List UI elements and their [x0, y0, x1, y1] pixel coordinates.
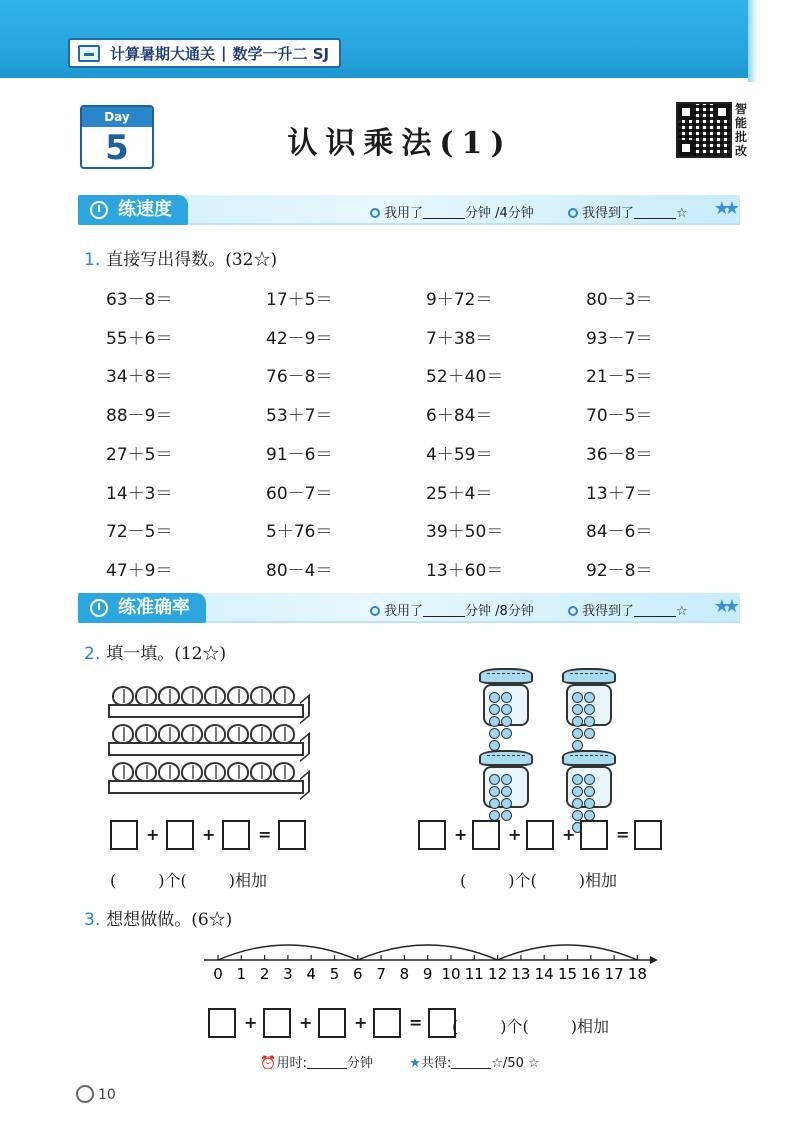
- arithmetic-item: 55＋6＝: [106, 328, 173, 349]
- time-blank[interactable]: [423, 207, 465, 219]
- question-number: 1.: [84, 250, 101, 270]
- tick-label: 1: [236, 965, 247, 983]
- shelf: [108, 704, 304, 718]
- stars-decoration-icon: ★★: [713, 596, 734, 617]
- shelf: [108, 742, 304, 756]
- jar-icon: [558, 750, 620, 808]
- answer-box[interactable]: [634, 820, 662, 850]
- plus-sign: +: [354, 1013, 368, 1032]
- ball-icon: [489, 774, 500, 785]
- page-number: [76, 1085, 116, 1103]
- clock-icon: ⏰: [260, 1056, 277, 1071]
- series-label: [68, 38, 341, 68]
- jar-lid: [562, 668, 616, 684]
- jar-body: [483, 766, 529, 808]
- peach-icon: [112, 686, 134, 706]
- section-tag-accuracy: [78, 593, 206, 623]
- answer-box[interactable]: [318, 1008, 346, 1038]
- question-1-heading: [84, 245, 277, 270]
- qr-finder-icon: [714, 104, 730, 120]
- sentence-end: )相加: [570, 1017, 609, 1036]
- arrow-icon: [650, 956, 658, 964]
- peach-icon: [135, 762, 157, 782]
- answer-box[interactable]: [526, 820, 554, 850]
- sentence-end: )相加: [228, 871, 267, 890]
- time-used-label: 我用了: [384, 206, 424, 221]
- paren-open: (: [460, 871, 467, 890]
- peach-icon: [273, 724, 295, 744]
- page-number-value: 10: [98, 1087, 116, 1103]
- section-title: 练速度: [118, 199, 172, 220]
- tick-label: 17: [604, 965, 624, 983]
- tick-label: 7: [376, 965, 386, 983]
- ball-icon: [489, 786, 500, 797]
- check-icon: [568, 208, 578, 218]
- timer-icon: [370, 208, 380, 218]
- answer-box[interactable]: [110, 820, 138, 850]
- time-used-info: [370, 600, 534, 619]
- day-label: Day: [82, 107, 152, 127]
- day-number: 5: [105, 128, 129, 168]
- arithmetic-item: 52＋40＝: [426, 367, 504, 388]
- sentence-end: )相加: [578, 871, 617, 890]
- jar-icon: [475, 668, 537, 726]
- peach-icon: [204, 762, 226, 782]
- jar-icon: [558, 668, 620, 726]
- score-blank[interactable]: [634, 207, 676, 219]
- tick-label: 4: [306, 965, 316, 983]
- total-label: 共得:: [420, 1056, 452, 1071]
- question-number: 3.: [84, 910, 101, 930]
- series-separator: |: [221, 44, 227, 62]
- peach-icon: [250, 762, 272, 782]
- paren-open: (: [452, 1017, 459, 1036]
- ball-icon: [489, 704, 500, 715]
- question-2-heading: [84, 639, 226, 664]
- peach-icon: [181, 686, 203, 706]
- number-line: [200, 935, 660, 990]
- jar-lid: [562, 750, 616, 766]
- section-tag-speed: [78, 195, 188, 225]
- star-icon: ☆: [676, 604, 688, 619]
- peach-icon: [158, 686, 180, 706]
- score-info: [568, 202, 688, 221]
- peach-icon: [181, 762, 203, 782]
- ball-icon: [489, 728, 500, 739]
- arithmetic-item: 6＋84＝: [426, 406, 493, 427]
- question-3-heading: [84, 905, 232, 930]
- arithmetic-item: 70－5＝: [586, 406, 653, 427]
- peach-icon: [158, 762, 180, 782]
- jar-lid: [479, 750, 533, 766]
- arithmetic-item: 36－8＝: [586, 444, 653, 465]
- ball-icon: [584, 798, 595, 809]
- section-title: 练准确率: [118, 597, 190, 618]
- tick-label: 13: [511, 965, 531, 983]
- arithmetic-item: 53＋7＝: [266, 406, 333, 427]
- ball-icon: [584, 786, 595, 797]
- tick-label: 10: [441, 965, 461, 983]
- ball-icon: [572, 692, 583, 703]
- jar-lid: [479, 668, 533, 684]
- peach-icon: [158, 724, 180, 744]
- peach-icon: [135, 724, 157, 744]
- tick-label: 15: [557, 965, 578, 983]
- arithmetic-item: 25＋4＝: [426, 483, 493, 504]
- star-icon: ★: [409, 1056, 421, 1071]
- plus-sign: +: [299, 1013, 313, 1032]
- plus-sign: +: [508, 825, 522, 844]
- footer-summary: [0, 1052, 800, 1071]
- sentence-mid: )个(: [508, 871, 537, 890]
- time-unit: 分钟 /8分钟: [465, 604, 534, 619]
- series-subject: 数学一升二 SJ: [232, 44, 330, 63]
- peach-icon: [227, 724, 249, 744]
- page-margin: [760, 0, 800, 1132]
- qr-finder-icon: [678, 140, 694, 156]
- peach-icon: [250, 724, 272, 744]
- question-text: 直接写出得数。(32☆): [106, 250, 278, 270]
- time-used-label: 我用了: [384, 604, 424, 619]
- total-unit: ☆/50 ☆: [491, 1056, 540, 1071]
- tick-label: 2: [259, 965, 270, 983]
- check-icon: [568, 606, 578, 616]
- plus-sign: +: [146, 825, 160, 844]
- ball-icon: [501, 716, 512, 727]
- tick-label: 14: [534, 965, 554, 983]
- timer-icon: [370, 606, 380, 616]
- sentence-mid: )个(: [158, 871, 187, 890]
- peach-icon: [273, 762, 295, 782]
- ball-icon: [572, 786, 583, 797]
- ball-icon: [501, 810, 512, 821]
- stopwatch-icon: [90, 201, 108, 219]
- arithmetic-item: 13＋60＝: [426, 560, 504, 581]
- arithmetic-item: 80－4＝: [266, 560, 333, 581]
- answer-box[interactable]: [472, 820, 500, 850]
- time-blank[interactable]: [423, 605, 465, 617]
- answer-box[interactable]: [418, 820, 446, 850]
- plus-sign: +: [244, 1013, 258, 1032]
- arithmetic-item: 80－3＝: [586, 290, 653, 310]
- section-bar-accuracy: [78, 593, 740, 623]
- peach-icon: [112, 762, 134, 782]
- tick-label: 11: [464, 965, 484, 983]
- tick-label: 6: [353, 965, 363, 983]
- answer-box[interactable]: [208, 1008, 236, 1038]
- ball-icon: [501, 728, 512, 739]
- ball-icon: [489, 716, 500, 727]
- equals-sign: =: [258, 825, 272, 844]
- arithmetic-item: 21－5＝: [586, 367, 653, 388]
- arithmetic-item: 5＋76＝: [266, 522, 333, 543]
- equals-sign: =: [616, 825, 630, 844]
- qr-code[interactable]: [676, 102, 732, 158]
- series-name: 计算暑期大通关: [110, 44, 216, 63]
- star-icon: ☆: [676, 206, 688, 221]
- ball-icon: [572, 774, 583, 785]
- plus-sign: +: [202, 825, 216, 844]
- ball-icon: [489, 692, 500, 703]
- equals-sign: =: [409, 1013, 423, 1032]
- paren-open: (: [110, 871, 117, 890]
- peach-icon: [112, 724, 134, 744]
- tick-label: 5: [329, 965, 340, 983]
- arithmetic-item: 92－8＝: [586, 560, 653, 581]
- time-used-info: [370, 202, 534, 221]
- target-icon: [90, 599, 108, 617]
- peach-icon: [204, 724, 226, 744]
- arithmetic-item: 76－8＝: [266, 367, 333, 388]
- arithmetic-item: 17＋5＝: [266, 290, 333, 310]
- time-blank[interactable]: [307, 1057, 347, 1069]
- arithmetic-item: 34＋8＝: [106, 367, 173, 388]
- ball-icon: [584, 728, 595, 739]
- answer-box[interactable]: [373, 1008, 401, 1038]
- arithmetic-item: 9＋72＝: [426, 290, 493, 310]
- q3-sentence: [452, 1014, 609, 1037]
- arithmetic-item: 27＋5＝: [106, 444, 173, 465]
- tick-label: 0: [213, 965, 223, 983]
- arithmetic-item: 88－9＝: [106, 406, 173, 427]
- stars-decoration-icon: ★★: [713, 198, 734, 219]
- qr-label: 智能批改: [735, 102, 748, 158]
- score-label: 我得到了: [582, 206, 635, 221]
- time-unit: 分钟: [346, 1056, 373, 1071]
- arithmetic-item: 63－8＝: [106, 290, 173, 310]
- ball-icon: [489, 798, 500, 809]
- arithmetic-item: 14＋3＝: [106, 483, 173, 504]
- ball-icon: [572, 798, 583, 809]
- ball-icon: [572, 716, 583, 727]
- jar-icon: [475, 750, 537, 808]
- ball-icon: [584, 704, 595, 715]
- shelf: [108, 780, 304, 794]
- peach-icon: [135, 686, 157, 706]
- ball-icon: [584, 692, 595, 703]
- time-unit: 分钟 /4分钟: [465, 206, 534, 221]
- plus-sign: +: [454, 825, 468, 844]
- total-blank[interactable]: [451, 1057, 491, 1069]
- jar-body: [566, 684, 612, 726]
- question-number: 2.: [84, 644, 101, 664]
- sun-icon: [76, 1085, 94, 1103]
- arithmetic-item: 13＋7＝: [586, 483, 653, 504]
- peach-icon: [250, 686, 272, 706]
- peach-icon: [227, 762, 249, 782]
- tick-label: 16: [581, 965, 601, 983]
- question-text: 填一填。(12☆): [106, 644, 227, 664]
- peach-icon: [204, 686, 226, 706]
- arithmetic-item: 60－7＝: [266, 483, 333, 504]
- answer-box[interactable]: [278, 820, 306, 850]
- question-text: 想想做做。(6☆): [106, 910, 233, 930]
- ball-icon: [501, 798, 512, 809]
- arithmetic-item: 39＋50＝: [426, 522, 504, 543]
- arithmetic-item: 4＋59＝: [426, 444, 493, 465]
- tick-label: 3: [283, 965, 293, 983]
- score-label: 我得到了: [582, 604, 635, 619]
- arithmetic-item: 84－6＝: [586, 522, 653, 543]
- book-icon: [78, 45, 100, 62]
- answer-box[interactable]: [263, 1008, 291, 1038]
- tick-label: 9: [422, 965, 433, 983]
- peach-icon: [273, 686, 295, 706]
- arithmetic-item: 72－5＝: [106, 522, 173, 543]
- ball-icon: [572, 728, 583, 739]
- ball-icon: [501, 692, 512, 703]
- q2-left-sentence: [110, 868, 267, 891]
- peach-icon: [227, 686, 249, 706]
- arithmetic-item: 42－9＝: [266, 328, 333, 349]
- arithmetic-item: 91－6＝: [266, 444, 333, 465]
- jar-body: [566, 766, 612, 808]
- arithmetic-item: 7＋38＝: [426, 328, 493, 349]
- q2-right-sentence: [460, 868, 617, 891]
- score-info: [568, 600, 688, 619]
- ball-icon: [584, 774, 595, 785]
- arithmetic-item: 93－7＝: [586, 328, 653, 349]
- ball-icon: [584, 716, 595, 727]
- tick-label: 8: [399, 965, 410, 983]
- section-bar-speed: [78, 195, 740, 225]
- answer-box[interactable]: [166, 820, 194, 850]
- tick-label: 18: [627, 965, 647, 983]
- peach-icon: [181, 724, 203, 744]
- qr-finder-icon: [678, 104, 694, 120]
- sentence-mid: )个(: [500, 1017, 529, 1036]
- ball-icon: [501, 786, 512, 797]
- arithmetic-item: 47＋9＝: [106, 560, 173, 581]
- ball-icon: [572, 704, 583, 715]
- ball-icon: [501, 774, 512, 785]
- plus-sign: +: [562, 825, 576, 844]
- time-label: 用时:: [276, 1056, 307, 1071]
- answer-box[interactable]: [222, 820, 250, 850]
- jar-body: [483, 684, 529, 726]
- score-blank[interactable]: [634, 605, 676, 617]
- answer-box[interactable]: [580, 820, 608, 850]
- tick-label: 12: [488, 965, 508, 983]
- page-title: 认识乘法(1): [287, 126, 513, 161]
- ball-icon: [501, 704, 512, 715]
